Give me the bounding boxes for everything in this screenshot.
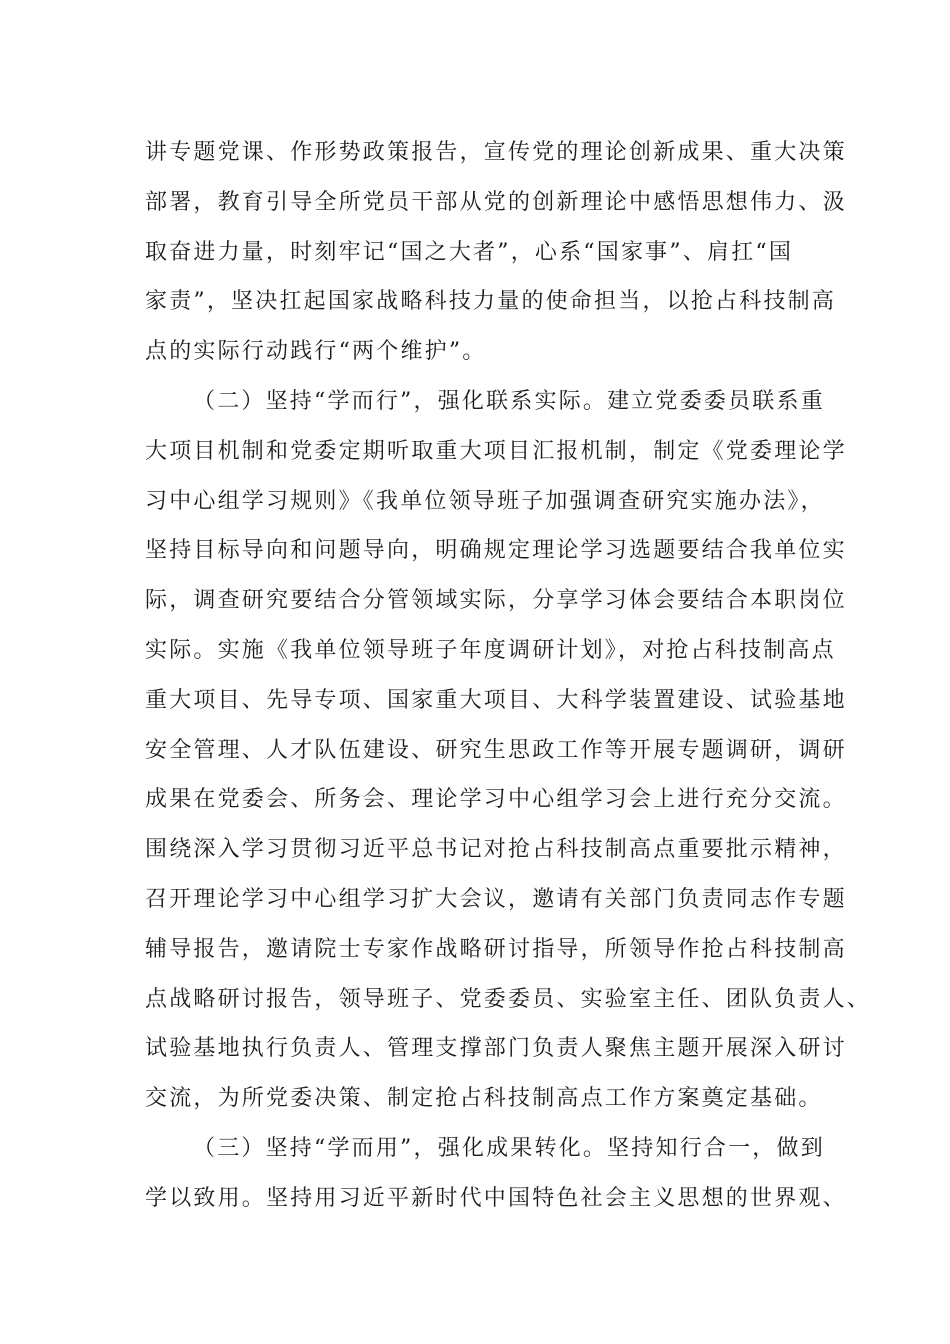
text-line: 部署，教育引导全所党员干部从党的创新理论中感悟思想伟力、汲 <box>145 189 847 215</box>
text-line: 家责”，坚决扛起国家战略科技力量的使命担当，以抢占科技制高 <box>145 289 837 315</box>
text-line: 辅导报告，邀请院士专家作战略研讨指导，所领导作抢占科技制高 <box>145 936 847 962</box>
text-line: 坚持目标导向和问题导向，明确规定理论学习选题要结合我单位实 <box>145 538 847 564</box>
text-line: 大项目机制和党委定期听取重大项目汇报机制，制定《党委理论学 <box>145 438 847 464</box>
text-line: 讲专题党课、作形势政策报告，宣传党的理论创新成果、重大决策 <box>145 140 847 165</box>
text-line: 点的实际行动践行“两个维护”。 <box>145 339 487 365</box>
paragraph-start-line: （二）坚持“学而行”，强化联系实际。建立党委委员联系重 <box>193 388 825 414</box>
text-line: 交流，为所党委决策、制定抢占科技制高点工作方案奠定基础。 <box>145 1086 823 1112</box>
paragraph-start-line: （三）坚持“学而用”，强化成果转化。坚持知行合一，做到 <box>193 1135 825 1161</box>
text-line: 点战略研讨报告，领导班子、党委委员、实验室主任、团队负责人、 <box>145 986 872 1012</box>
text-line: 习中心组学习规则》《我单位领导班子加强调查研究实施办法》， <box>145 488 825 514</box>
text-line: 学以致用。坚持用习近平新时代中国特色社会主义思想的世界观、 <box>145 1185 847 1211</box>
text-line: 实际。实施《我单位领导班子年度调研计划》，对抢占科技制高点 <box>145 637 836 663</box>
text-line: 召开理论学习中心组学习扩大会议，邀请有关部门负责同志作专题 <box>145 886 847 912</box>
text-line: 安全管理、人才队伍建设、研究生思政工作等开展专题调研，调研 <box>145 737 847 763</box>
document-body <box>145 128 872 1224</box>
text-line: 试验基地执行负责人、管理支撑部门负责人聚焦主题开展深入研讨 <box>145 1036 847 1062</box>
text-line: 取奋进力量，时刻牢记“国之大者”，心系“国家事”、肩扛“国 <box>145 239 794 265</box>
text-line: 围绕深入学习贯彻习近平总书记对抢占科技制高点重要批示精神， <box>145 837 847 863</box>
text-line: 重大项目、先导专项、国家重大项目、大科学装置建设、试验基地 <box>145 687 847 713</box>
text-line: 际，调查研究要结合分管领域实际，分享学习体会要结合本职岗位 <box>145 588 847 614</box>
text-line: 成果在党委会、所务会、理论学习中心组学习会上进行充分交流。 <box>145 787 847 813</box>
